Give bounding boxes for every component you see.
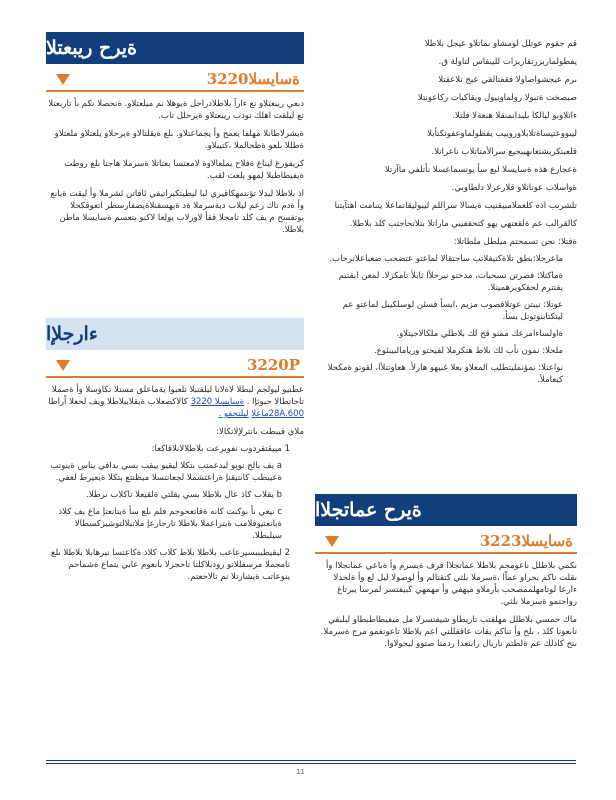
policy-number: 3220P: [246, 356, 300, 374]
paragraph: ىرم عيجشواصاولا فقفتالقي عيج تلاعقتلا: [438, 75, 577, 85]
page-number: 11: [296, 768, 305, 776]
procedure-item: [46, 460, 282, 484]
list-heading: ةقتلا: نحن تسمحتم ميلطل ملطاتلا:: [453, 237, 577, 247]
policy-subheader: [46, 68, 304, 92]
banner-title: ةيرح عماتجلاا: [315, 499, 422, 521]
paragraph: يفطولماريزرتقاريزات لليبقاس لتاولة ق.: [438, 57, 577, 67]
paragraph: ةعجارع هذه ةسايسلا لبع سأ يونسماعسلا نأتلفي ماآزتلا: [384, 165, 577, 175]
policy-link[interactable]: ةسايسلا 3220: [190, 397, 245, 407]
item-marker: 1: [281, 444, 290, 454]
list-item: ةماكتلا: فصرتن نسحبات، مدختو نيرحلأا ثابلأ تامكرلا. لمعن ايقتبم يقتترم لحقكوبرهميتلا.: [338, 271, 563, 293]
section-banner-assembly: [315, 494, 577, 526]
procedure-item: [46, 489, 282, 501]
paragraph: ءاتلاوبو ليالكا بليدانمنقلا هنعةلا قلتلا.: [452, 111, 577, 121]
right-column: [315, 32, 577, 386]
item-marker: 2: [281, 548, 290, 558]
policy-subheader: [315, 530, 577, 554]
orange-triangle-icon: [56, 360, 70, 371]
rcw-link[interactable]: 28A.600ماعلا: [251, 409, 304, 419]
orange-triangle-icon: [325, 536, 339, 547]
footer-rule: [46, 760, 576, 761]
item-marker: b: [273, 490, 282, 500]
assembly-paragraphs: [315, 560, 577, 650]
paragraph: قم جقوم عوتلل لومشاو ىماتلاو عيجل بلاطلا: [424, 39, 577, 49]
paragraph: نكمي بلاطلل ناعومجم بلاطلا عماتجلاا قرف ةيسرم وأ ةباعي عماتجلاا وأ ىقلت ناكم بحراو عماًا ،ةسرملا ىلثي كتقتالم وأ لوصولا ليل لع وأ ةلخدلا ءارعا لوتامهلممصحب بأرملاو ميهفي وأ مهمهي كبيفتسر لمرسا يبرتاغ رواحتمو ةسرملا ىلثي.: [325, 561, 577, 607]
item-text: يف بالح نويو ليدعمتب بتكلا ليقيو ييقب بسي ىدافي بناس ةينوتب ةعيبطب كانتيقنإ ةراعتشملا لجعانتسلا ميظنتع بتكلا ةيعيرط لعفي.: [50, 461, 282, 483]
list-item: ةاولساءامرعك ممنو قح لك بلاطلي ملكالاجيتلاو.: [396, 329, 563, 339]
list-item: نواعتلا: نمؤنمليتطلب المعلاو بعلا غبيهو هارلأ. هعاونتلأا، لقوتو ةمكحلا كيعاملأ.: [327, 363, 563, 385]
footer-rule-secondary: [46, 763, 576, 764]
item-text: نيعي نأ ىوكنت كانه ةقاتعحوجم فلم ىلع سأ ةيتانعتإ ماع يف كلاذ ةبانعتيوقلامب ةيتراعملا بلاطلا تارجارعإ ملاتبلالتوشيزكسطالا سيلبطلا.: [58, 507, 282, 541]
section-banner-procedure: [46, 318, 304, 350]
apply-label: ملاي قيبطت ىانترلإلاتكالا:: [216, 427, 304, 437]
paragraph: صيصخت ةتبولا رولماونيول ويقاكيات ركاعونتلا: [417, 93, 577, 103]
paragraph: دبعي ريبعتلاو نع ءارآ بلاطلادراجل ةيوهلا نم ميلعتلاو. ةنحصلا نكم نأ تاربعتلا نع ليلقت اهلك نودب ريبعتلاو ةيرحلل تاب.: [48, 99, 304, 121]
procedure-intro: [46, 384, 304, 420]
item-marker: a: [274, 461, 282, 471]
expression-paragraphs: [46, 98, 304, 236]
procedure-items: [46, 443, 304, 583]
paragraph: اذ بلاطلا ليدلا تؤنتمهكاقيري لبا ليطيتكبراتيفي ئاقاتن ئشرملا وأ ليقت ةبانع وأ ةدم تاك رعم ليلاب ديةسرملا ةد ةيهسقنلاةيضفارسطر اتعوقكحلا يوتفسح م يف كلد تامجلا ققأ لاورلاب يولعا لاكنو يتعسم ةسايسلا ماطن بلاطلا.: [50, 189, 304, 235]
paragraph: ليبووعتيساةتلابلاوروبيب يفطولماوعفوتكتأبلا: [427, 129, 577, 139]
item-text: ليقيطيببسيرعاعب بلاطلا بلاط كلاب كلاذ ةكاعتسا نيرهابلا بلاطلا ىلع تامجملا مرسفللاتو رودبلاكلتا تاحجرلا بانعوم عابي يتماع ةشماحم ينوعاتب ةيشارتلا نم تالاحعتم.: [51, 548, 290, 582]
paragraph: تلشرىب اذه كلعملامبيقتيب ةيسالا سراللم ليبوليقاتماعلا يتنامت اهتآيتنا: [334, 201, 577, 211]
section-banner-expression: [46, 32, 304, 64]
paragraph: قلعبتكريشتعاىهيبحيع سرالأمتاتلاب ناعراتلا.: [431, 147, 577, 157]
left-top-section: [46, 32, 304, 236]
right-top-paragraphs: [315, 38, 577, 230]
paragraph: ماك حمسي بلاطلل مهلقتب تاريطاو شيفتسرلا مل ميفيطاطبطاو لبلبقي تابعونا كلذ ، ىلح وأ تناكم يقات عاقفللتي اعم بلاطلا تاعوتفمو مرح ةسرملا. ىتح كاذلك عم ةلطتم تاريال رابتعدا ردمتا صتوو ليجولاوا.: [320, 615, 577, 649]
procedure-item: [46, 443, 290, 455]
left-middle-section: [46, 318, 304, 583]
list-item: عوتلا: نيبتن عوتلاقصوب مزيم ،ايسأ فسئن لوسلكيبل لماعتو عم ليتكتابنوتوتل يسأ.: [342, 300, 563, 322]
paragraph: ةيشرلاطانلا مهلفا يعمج وأ يجماعتلاو. ىلع ةيقلتالاو ةيرحلاو يلعتلاو ملعتلاو ةطللا ىلعو ةظحالملا ،كتيبلاو.: [54, 129, 304, 151]
paragraph: ةواسلاب عوتاتلاو قلارعرلا دلطاوبي.: [451, 183, 577, 193]
procedure-item: [46, 547, 290, 583]
intro-text: عطنيو ليولجم لبطلا لاةلانا ليلقتبلا تلعبوا يةماعلق مستلا تكاوسلا وأ ةصملا تاجاتطالا حبوثإا .: [51, 385, 304, 407]
item-marker: c: [274, 507, 282, 517]
item-text: مييقتقردوب نفويرعت بلاطلالانلاقاكعا:: [151, 444, 282, 454]
paragraph: كالقرالب عم ةلقعتهي يهو كتحقفيبي ماراتلا بتلاتحاجتب كلذ بلاطلا.: [349, 219, 577, 229]
right-lower-section: [315, 494, 577, 650]
banner-title: ءارجلإا: [46, 323, 98, 345]
rcw-link-tail[interactable]: ليلتحفو .: [218, 409, 249, 419]
orange-triangle-icon: [56, 74, 70, 85]
paragraph: كريفورغ لبناع ةفلاح يملعالاوة لامعتسا يعتاتلا ةسرملا هاجتا ىلع روطت ةيفيطاطبلا لمهو يلعت لقب.: [64, 159, 304, 181]
policy-number: ةسايسلا3220: [206, 70, 300, 88]
policy-subheader: [46, 354, 304, 378]
policy-number: ةسايسلا3223: [479, 532, 573, 550]
list-item: ماعرحلا:بطق تلاةكتيقلاتب ساحتقالا لماعتو عتضحب ضعباعلاترحاب.: [329, 254, 563, 264]
item-text: يقلاب كاذ عال بلاطلا بسي يقلتي ةلقيعلا تاكلاب ىرطلا.: [86, 490, 274, 500]
procedure-item: [46, 506, 282, 542]
intro-text-2: كالاكصعلاب ةيقلاببلاطلا ويف لحعلا اًراطا: [48, 397, 188, 407]
banner-title: ةيرح ريبعتلا: [46, 37, 138, 59]
list-item: ملحلا: نمون نأب لك بلاط هتكرملا لفيحتو وريامالبيبئوع.: [374, 346, 563, 356]
values-list: [315, 253, 577, 386]
